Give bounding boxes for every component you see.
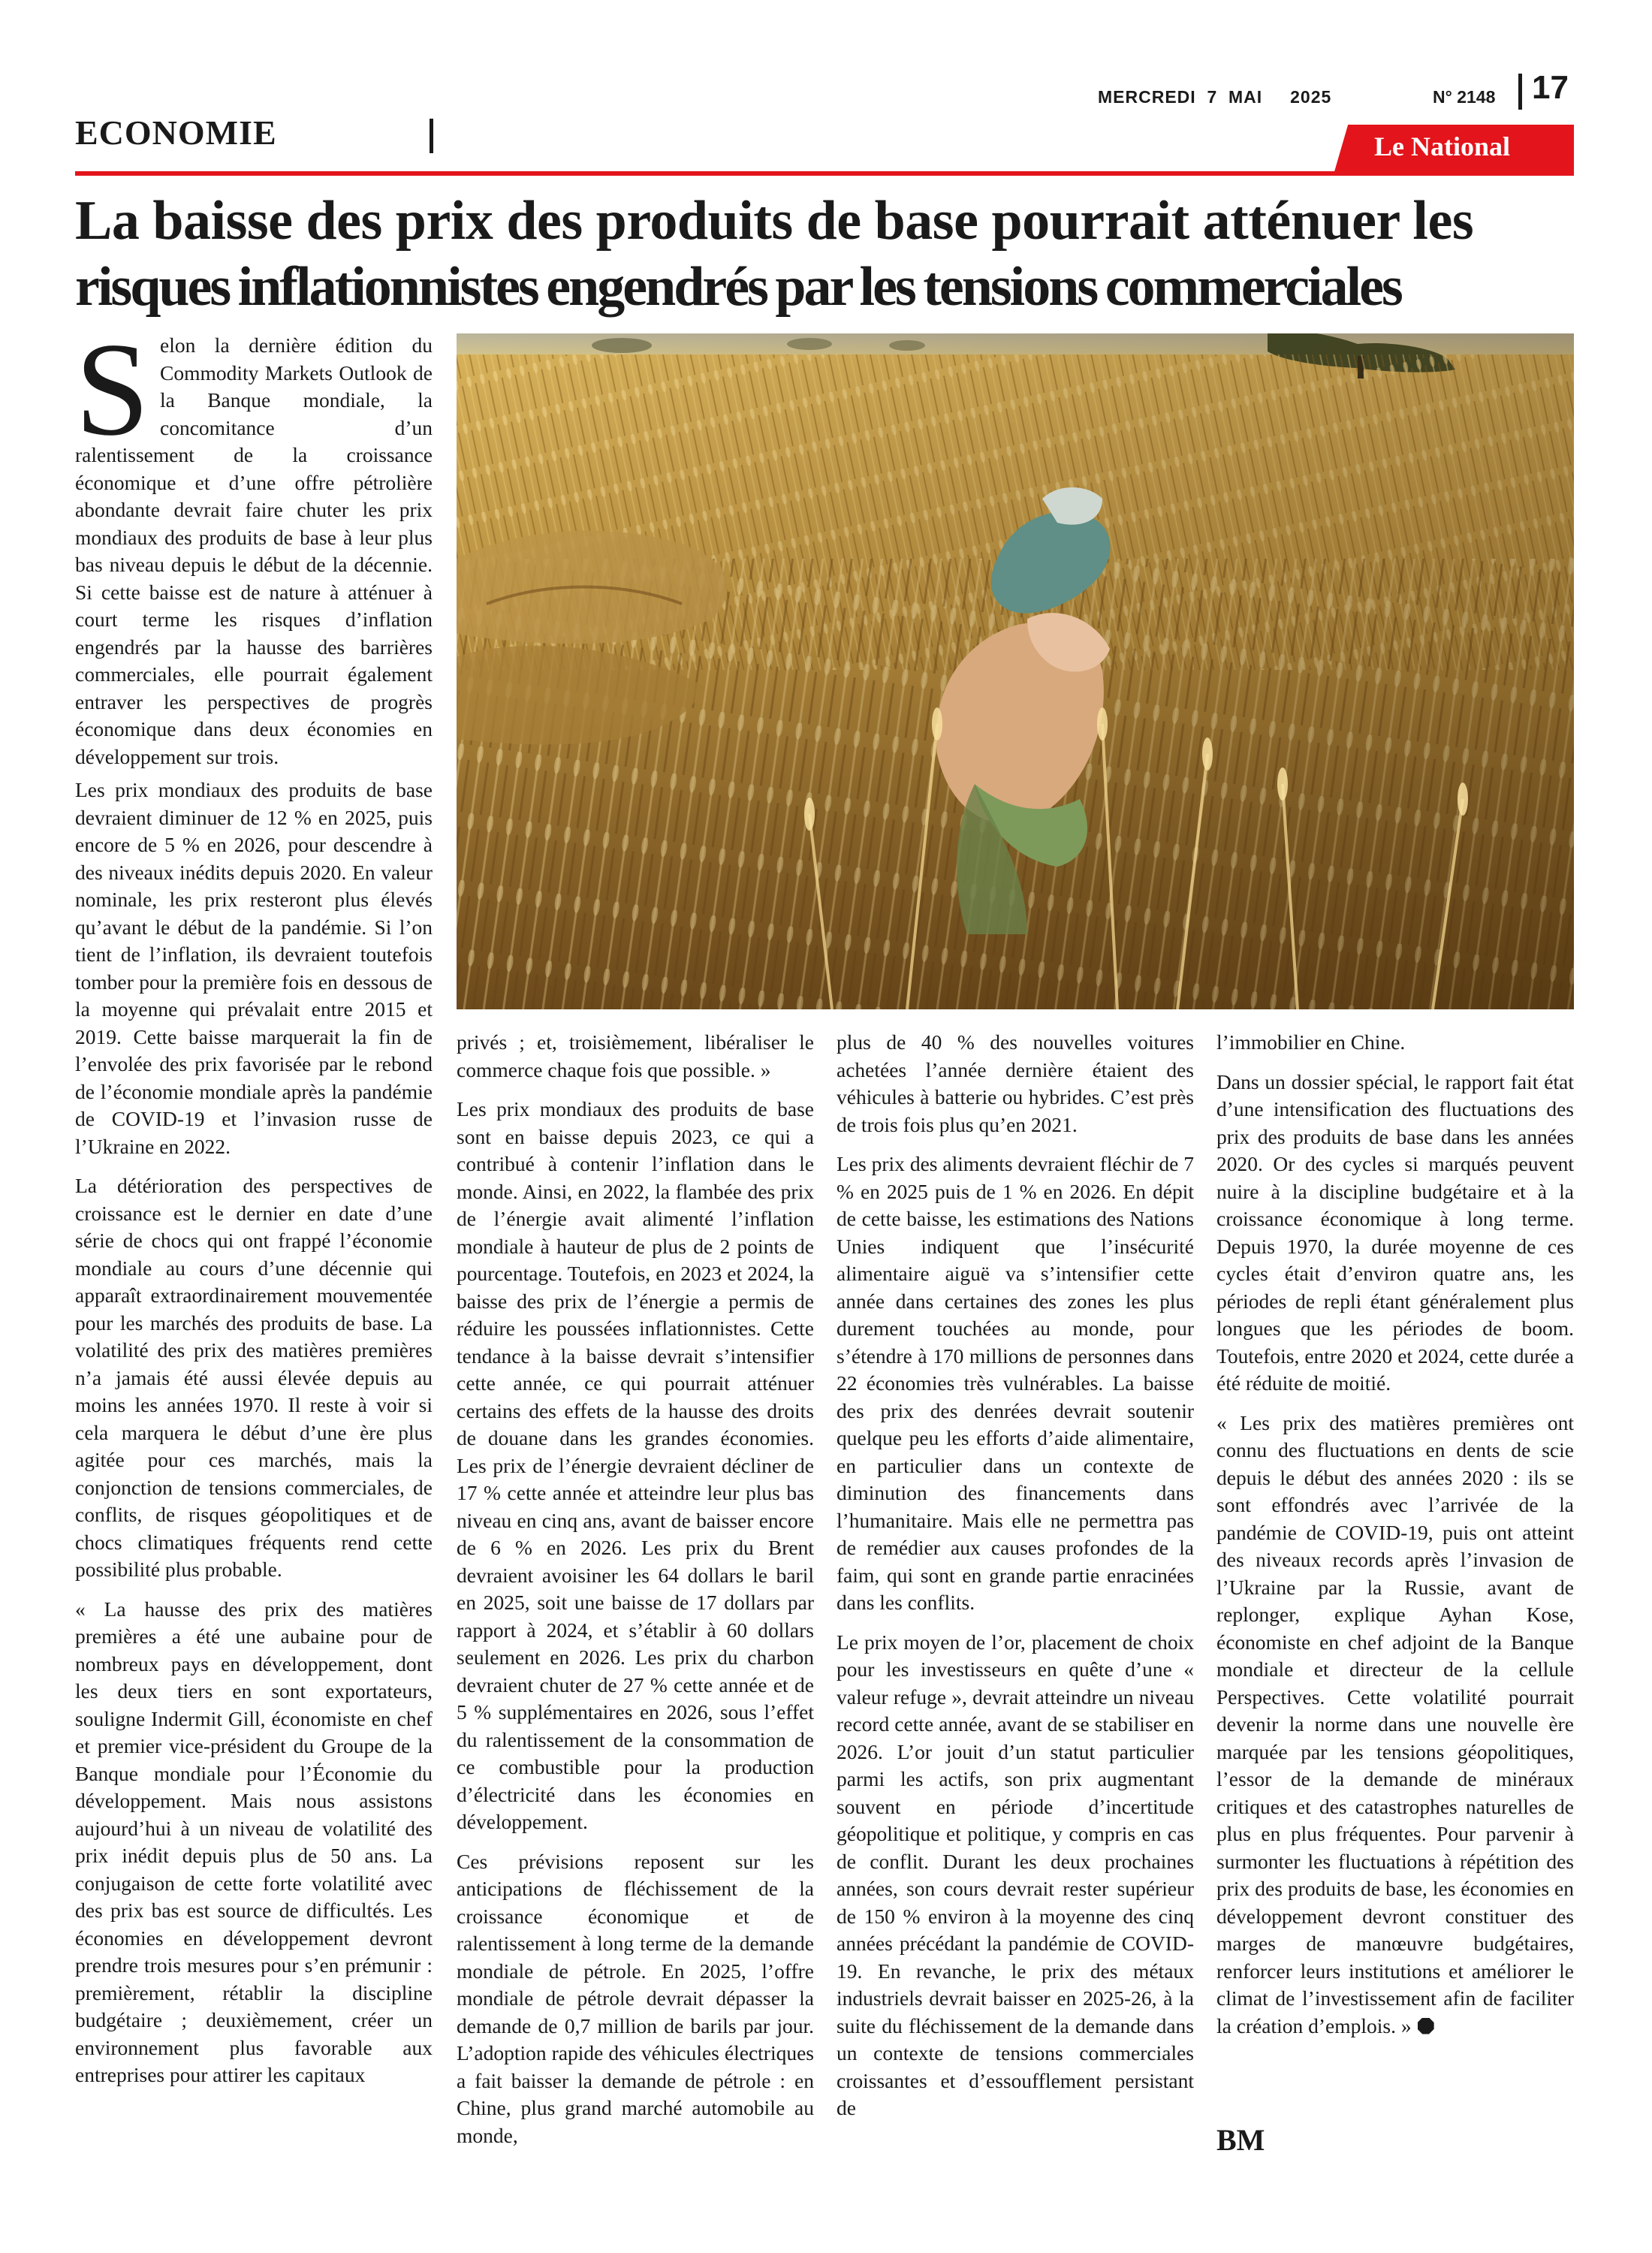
issue-number: N° 2148 (1433, 87, 1496, 107)
end-of-article-icon (1418, 2018, 1434, 2034)
drop-cap: S (75, 315, 149, 463)
paragraph: l’immobilier en Chine. (1216, 1030, 1406, 1054)
brand-logo: Le National (1374, 131, 1511, 161)
article-column-1 (75, 777, 433, 2101)
headline (75, 188, 1577, 320)
paragraph: Les prix mondiaux des produits de base sont en baisse depuis 2023, ce qui a contribué à contenir l’inflation dans le monde. Ainsi, en 2022, la flambée des prix de l’énergie avait alimenté l’inflation mondiale à hauteur de plus de 2 points de pourcentage. Toutefois, en 2023 et 2024, la baisse des prix de l’énergie a permis de réduire les poussées inflationnistes. Cette tendance à la baisse devrait s’intensifier cette année, ce qui pourrait atténuer certains des effets de la hausse des droits de douane dans les grandes économies. Les prix de l’énergie devraient décliner de 17 % cette année et atteindre leur plus bas niveau en cinq ans, avant de baisser encore de 6 % en 2026. Les prix du Brent devraient avoisiner les 64 dollars le baril en 2025, soit une baisse de 17 dollars par rapport à 2024, et s’établir à 60 dollars seulement en 2026. Les prix du charbon devraient chuter de 27 % cette année et de 5 % supplémentaires en 2026, sous l’effet du ralentissement de la consommation de ce combustible pour la production d’électricité dans les économies en développement. (457, 1097, 814, 1833)
paragraph: Ces prévisions reposent sur les anticipations de fléchissement de la croissance économique et de ralentissement à long terme de la demande mondiale de pétrole. En 2025, l’offre mondiale de pétrole devrait dépasser la demande de 0,7 million de barils par jour. L’adoption rapide des véhicules électriques a fait baisser la demande de pétrole : en Chine, plus grand marché automobile au monde, (457, 1849, 814, 2147)
article-column-2 (457, 1029, 814, 2161)
article-column-3 (837, 1029, 1194, 2134)
author-signature: BM (1216, 2123, 1265, 2157)
paragraph: Les prix mondiaux des produits de base devraient diminuer de 12 % en 2025, puis encore de 5 % en 2026, pour descendre à des niveaux inédits depuis 2020. En valeur nominale, les prix resteront plus élevés qu’avant le début de la pandémie. Si l’on tient de l’inflation, ils devraient toutefois tomber pour la première fois en dessous de la moyenne qui prévalait entre 2015 et 2019. Cette baisse marquerait la fin de l’envolée des prix favorisée par le rebond de l’économie mondiale après la pandémie de COVID-19 et l’invasion russe de l’Ukraine en 2022. (75, 778, 433, 1158)
issue-date: MERCREDI 7 MAI 2025 (1098, 87, 1332, 107)
paragraph: « La hausse des prix des matières premières a été une aubaine pour de nombreux pays en développement, dont les deux tiers en sont exportateurs, souligne Indermit Gill, économiste en chef et premier vice-président du Groupe de la Banque mondiale pour l’Économie du développement. Mais nous assistons aujourd’hui à un niveau de volatilité des prix inédit depuis plus de 50 ans. La conjugaison de cette forte volatilité avec des prix bas est source de difficultés. Les économies en développement devront prendre trois mesures pour s’en prémunir : premièrement, rétablir la discipline budgétaire ; deuxièmement, créer un environnement plus favorable aux entreprises pour attirer les capitaux (75, 1597, 433, 2086)
paragraph: La détérioration des perspectives de croissance est le dernier en date d’une série de chocs qui ont frappé l’économie mondiale au cours d’une décennie qui apparaît extraordinairement mouvementée pour les marchés des produits de base. La volatilité des prix des matières premières n’a jamais été aussi élevée depuis au moins les années 1970. Il reste à voir si cela marquera le début d’une ère plus agitée pour ces marchés, mais la conjonction de tensions commerciales, de conflits, de risques géopolitiques et de chocs climatiques fréquents rend cette possibilité plus probable. (75, 1174, 433, 1581)
header-divider (1518, 74, 1522, 110)
header-rule (75, 171, 1574, 176)
article-photo (457, 333, 1574, 1009)
wheat-harvest-image (457, 333, 1574, 1009)
paragraph: privés ; et, troisièmement, libéraliser le commerce chaque fois que possible. » (457, 1030, 814, 1081)
headline-line-2: risques inflationnistes engendrés par les tensions commerciales (75, 256, 1401, 318)
paragraph: Le prix moyen de l’or, placement de choix pour les investisseurs en quête d’une « valeur refuge », devrait atteindre un niveau record cette année, avant de se stabiliser en 2026. L’or jouit d’un statut particulier parmi les actifs, son prix augmentant souvent en période d’incertitude géopolitique et politique, y compris en cas de conflit. Durant les deux prochaines années, son cours devrait rester supérieur de 150 % environ à la moyenne des cinq années précédant la pandémie de COVID-19. En revanche, le prix des métaux industriels devrait baisser en 2025-26, à la suite du fléchissement de la demande dans un contexte de tensions commerciales croissantes et d’essoufflement persistant de (837, 1630, 1194, 2119)
paragraph: Dans un dossier spécial, le rapport fait état d’une intensification des fluctuations des prix des produits de base dans les années 2020. Or des cycles si marqués peuvent nuire à la discipline budgétaire et à la croissance économique à long terme. Depuis 1970, la durée moyenne de ces cycles était d’environ quatre ans, les périodes de repli étant généralement plus longues que les périodes de boom. Toutefois, entre 2020 et 2024, cette durée a été réduite de moitié. (1216, 1069, 1574, 1395)
article-column-4 (1216, 1029, 1574, 2052)
page-number: 17 (1532, 69, 1569, 106)
section-title: ECONOMIE (75, 113, 277, 152)
section-divider (430, 119, 433, 153)
paragraph: Les prix des aliments devraient fléchir de 7 % en 2025 puis de 1 % en 2026. En dépit de cette baisse, les estimations des Nations Unies indiquent que l’insécurité alimentaire aiguë va s’intensifier cette année dans certaines des zones les plus durement touchées au monde, pour s’étendre à 170 millions de personnes dans 22 économies très vulnérables. La baisse des prix des denrées devrait soutenir quelque peu les efforts d’aide alimentaire, en particulier dans un contexte de diminution des financements dans l’humanitaire. Mais elle ne permettra pas de remédier aux causes profondes de la faim, qui sont en grande partie enracinées dans les conflits. (837, 1152, 1194, 1614)
closing-paragraph: « Les prix des matières premières ont connu des fluctuations en dents de scie depuis le début des années 2020 : ils se sont effondrés avec l’arrivée de la pandémie de COVID-19, puis ont atteint des niveaux records après l’invasion de l’Ukraine par la Russie, avant de replonger, explique Ayhan Kose, économiste en chef adjoint de la Banque mondiale et directeur de la cellule Perspectives. Cette volatilité pourrait devenir la norme dans une nouvelle ère marquée par les tensions géopolitiques, l’essor de la demande de minéraux critiques et des catastrophes naturelles de plus en plus fréquentes. Pour parvenir à surmonter les fluctuations à répétition des prix des produits de base, les économies en développement devront constituer des marges de manœuvre budgétaires, renforcer leurs institutions et améliorer le climat de l’investissement afin de faciliter la création d’emplois. » (1216, 1410, 1574, 2037)
paragraph: plus de 40 % des nouvelles voitures achetées l’année dernière étaient des véhicules à batterie ou hybrides. C’est près de trois fois plus qu’en 2021. (837, 1030, 1194, 1136)
headline-line-1: La baisse des prix des produits de base pourrait atténuer les (75, 190, 1474, 252)
article-column-1-top (75, 315, 433, 783)
lead-paragraph: elon la dernière édition du Commodity Markets Outlook de la Banque mondiale, la concomitance d’un ralentissement de la croissance économique et d’une offre pétrolière abondante devrait faire chuter les prix mondiaux des produits de base à leur plus bas niveau depuis le début de la décennie. Si cette baisse est de nature à atténuer à court terme les risques d’inflation engendrés par la hausse des barrières commerciales, elle pourrait également entraver les perspectives de progrès économique dans deux économies en développement sur trois. (75, 333, 433, 768)
